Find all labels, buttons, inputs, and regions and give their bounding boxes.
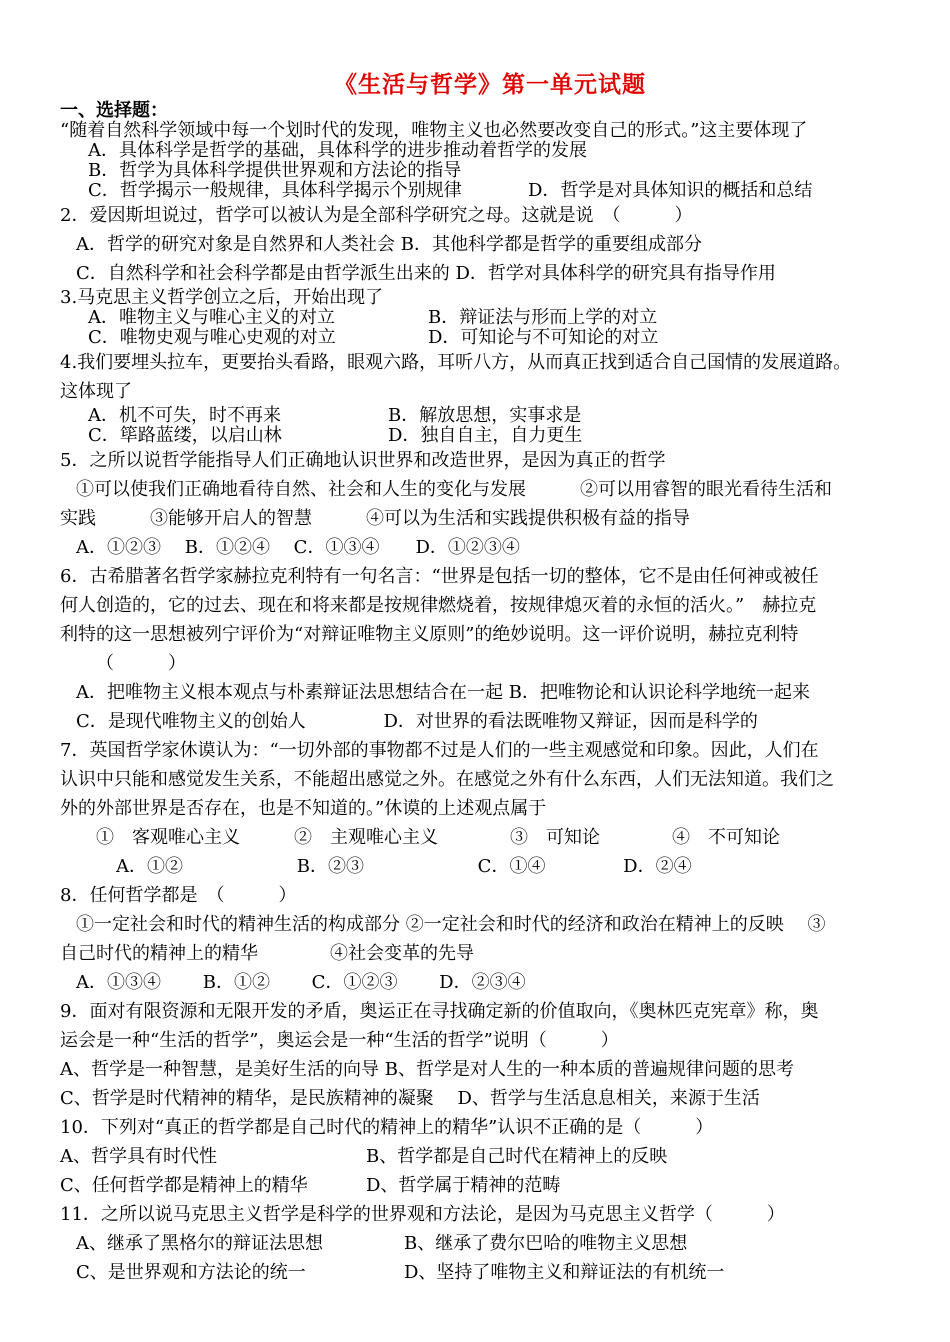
q9-options-ab: A、哲学是一种智慧，是美好生活的向导 B、哲学是对人生的一种本质的普遍规律问题的思考 [60, 1059, 794, 1080]
q6-options-ab: A．把唯物主义根本观点与朴素辩证法思想结合在一起 B．把唯物论和认识论科学地统一起来 [76, 682, 810, 703]
q3-stem: 3.马克思主义哲学创立之后，开始出现了 [60, 287, 384, 308]
q4-stem-line2: 这体现了 [60, 381, 132, 402]
q2-options-ab: A．哲学的研究对象是自然界和人类社会 B．其他科学都是哲学的重要组成部分 [76, 234, 702, 255]
q6-options-cd: C．是现代唯物主义的创始人 D．对世界的看法既唯物又辩证，因而是科学的 [76, 711, 758, 732]
section-heading: 一、选择题： [60, 100, 168, 121]
q6-stem-line2: 何人创造的，它的过去、现在和将来都是按规律燃烧着，按规律熄灭着的永恒的活火。” 赫拉克 [60, 595, 817, 616]
q6-answer-paren: （ ） [96, 653, 186, 674]
q11-option-b: B、继承了费尔巴哈的唯物主义思想 [404, 1233, 688, 1254]
q7-stem-line1: 7．英国哲学家休谟认为：“一切外部的事物都不过是人们的一些主观感觉和印象。因此，人们在 [60, 740, 819, 761]
q5-items-line2: 实践 ③能够开启人的智慧 ④可以为生活和实践提供积极有益的指导 [60, 508, 690, 529]
q11-options-ab [60, 1229, 910, 1258]
q4-options-cd [60, 426, 910, 446]
q3-options-ab [60, 308, 910, 328]
q4-stem-line1: 4.我们要埋头拉车，更要抬头看路，眼观六路，耳听八方，从而真正找到适合自己国情的发展道路。 [60, 352, 852, 373]
q8-items-line1: ①一定社会和时代的精神生活的构成部分 ②一定社会和时代的经济和政治在精神上的反映 ③ [76, 914, 826, 935]
q8-options: A．①③④ B．①② C．①②③ D．②③④ [76, 972, 526, 993]
page-title: 《生活与哲学》第一单元试题 [334, 71, 646, 98]
q5-options: A．①②③ B．①②④ C．①③④ D．①②③④ [76, 537, 520, 558]
q11-option-a: A、继承了黑格尔的辩证法思想 [76, 1233, 323, 1254]
q10-option-b: B、哲学都是自己时代在精神上的反映 [366, 1146, 668, 1167]
q2-options-cd: C．自然科学和社会科学都是由哲学派生出来的 D．哲学对具体科学的研究具有指导作用 [76, 263, 776, 284]
q7-items: ① 客观唯心主义 ② 主观唯心主义 ③ 可知论 ④ 不可知论 [96, 827, 780, 848]
q5-items-line1: ①可以使我们正确地看待自然、社会和人生的变化与发展 ②可以用睿智的眼光看待生活和 [76, 479, 832, 500]
q11-stem: 11．之所以说马克思主义哲学是科学的世界观和方法论，是因为马克思主义哲学（ ） [60, 1204, 785, 1225]
q7-stem-line3: 外的外部世界是否存在，也是不知道的。”休谟的上述观点属于 [60, 798, 547, 819]
q6-stem-line1: 6．古希腊著名哲学家赫拉克利特有一句名言：“世界是包括一切的整体，它不是由任何神或被任 [60, 566, 819, 587]
q4-option-c: C．筚路蓝缕，以启山林 [88, 425, 282, 446]
q4-option-a: A．机不可失，时不再来 [88, 405, 281, 426]
q10-options-cd [60, 1171, 910, 1200]
q4-option-d: D．独自自主，自力更生 [388, 425, 583, 446]
q1-option-c: C．哲学揭示一般规律，具体科学揭示个别规律 [88, 180, 462, 201]
q5-stem: 5．之所以说哲学能指导人们正确地认识世界和改造世界，是因为真正的哲学 [60, 450, 666, 471]
q3-options-cd [60, 328, 910, 348]
q3-option-a: A．唯物主义与唯心主义的对立 [88, 307, 335, 328]
q1-options-cd [60, 181, 910, 201]
q7-stem-line2: 认识中只能和感觉发生关系，不能超出感觉之外。在感觉之外有什么东西，人们无法知道。我们之 [60, 769, 834, 790]
q11-option-d: D、坚持了唯物主义和辩证法的有机统一 [404, 1262, 725, 1283]
q8-items-line2: 自己时代的精神上的精华 ④社会变革的先导 [60, 943, 474, 964]
q10-option-d: D、哲学属于精神的范畴 [366, 1175, 561, 1196]
q7-options: A．①② B．②③ C．①④ D．②④ [116, 856, 692, 877]
q9-options-cd: C、哲学是时代精神的精华，是民族精神的凝聚 D、哲学与生活息息相关，来源于生活 [60, 1088, 760, 1109]
q4-option-b: B．解放思想，实事求是 [388, 405, 582, 426]
q8-stem: 8．任何哲学都是 （ ） [60, 885, 297, 906]
q3-option-c: C．唯物史观与唯心史观的对立 [88, 327, 336, 348]
q1-option-b: B．哲学为具体科学提供世界观和方法论的指导 [88, 160, 462, 181]
q3-option-b: B．辩证法与形而上学的对立 [428, 307, 658, 328]
q1-option-d: D．哲学是对具体知识的概括和总结 [528, 180, 813, 201]
q11-options-cd [60, 1258, 910, 1287]
q4-options-ab [60, 406, 910, 426]
q10-stem: 10．下列对“真正的哲学都是自己时代的精神上的精华”认识不正确的是（ ） [60, 1117, 714, 1138]
q11-option-c: C、是世界观和方法论的统一 [76, 1262, 306, 1283]
q2-stem: 2．爱因斯坦说过，哲学可以被认为是全部科学研究之母。这就是说 （ ） [60, 205, 693, 226]
q3-option-d: D．可知论与不可知论的对立 [428, 327, 659, 348]
q10-option-a: A、哲学具有时代性 [60, 1146, 217, 1167]
q1-option-a: A．具体科学是哲学的基础，具体科学的进步推动着哲学的发展 [88, 140, 587, 161]
q6-stem-line3: 利特的这一思想被列宁评价为“对辩证唯物主义原则”的绝妙说明。这一评价说明，赫拉克利特 [60, 624, 799, 645]
q1-stem: “随着自然科学领域中每一个划时代的发现，唯物主义也必然要改变自己的形式。”这主要体现了 [60, 120, 808, 141]
q10-option-c: C、任何哲学都是精神上的精华 [60, 1175, 308, 1196]
q10-options-ab [60, 1142, 910, 1171]
q9-stem-line1: 9．面对有限资源和无限开发的矛盾，奥运正在寻找确定新的价值取向，《奥林匹克宪章》称，奥 [60, 1001, 819, 1022]
q9-stem-line2: 运会是一种“生活的哲学”，奥运会是一种“生活的哲学”说明（ ） [60, 1030, 619, 1051]
